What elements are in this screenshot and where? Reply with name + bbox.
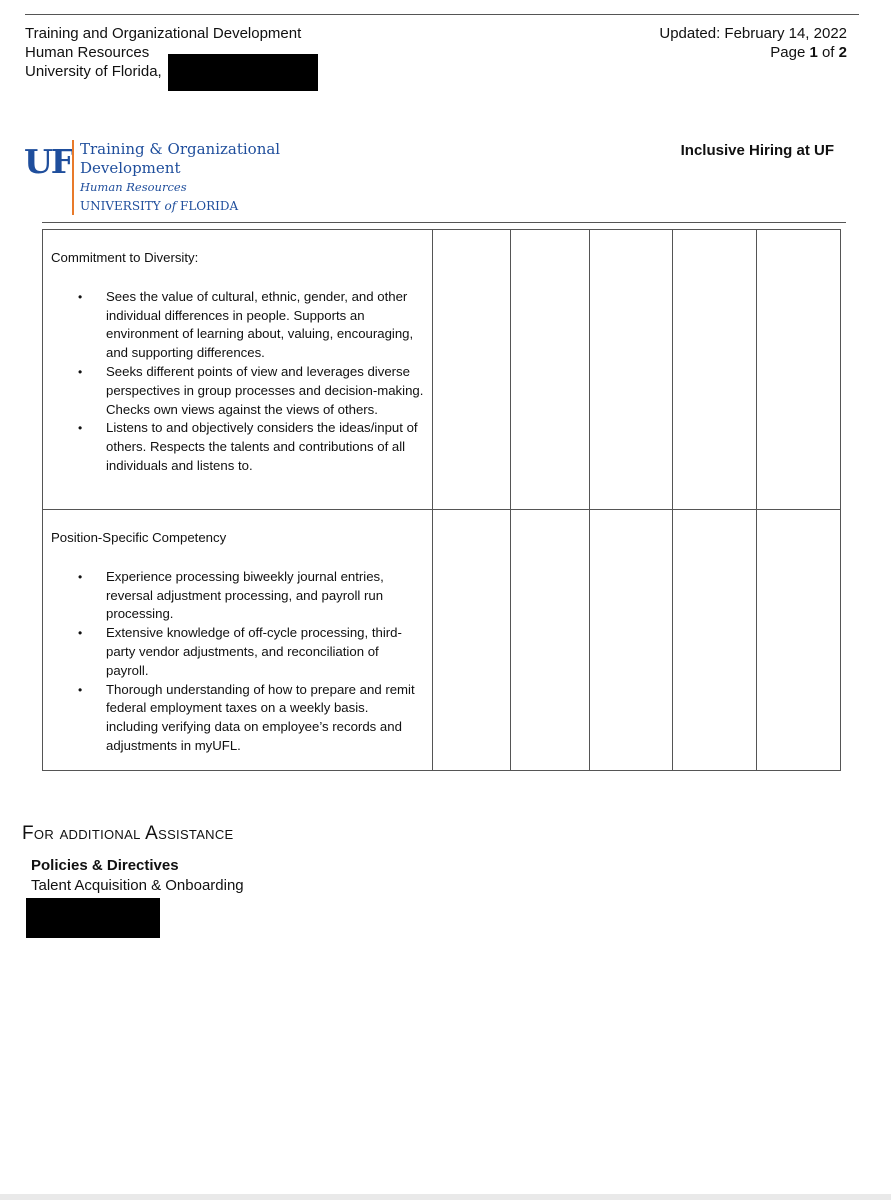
rating-cell	[673, 230, 757, 510]
redaction-box-header	[168, 54, 318, 91]
competency-cell	[43, 230, 433, 510]
page-number: Page 1 of 2	[770, 44, 847, 61]
header-university-line: University of Florida,	[25, 63, 162, 80]
talent-acquisition-label: Talent Acquisition & Onboarding	[31, 877, 244, 894]
list-item: • Listens to and objectively considers the ideas/input of others. Respects the talents and contributions of all individuals and listens to.	[43, 419, 432, 475]
header-top-rule	[25, 14, 859, 15]
rating-cell	[673, 510, 757, 771]
uf-tod-logo	[24, 140, 294, 216]
logo-line-hr: Human Resources	[80, 180, 187, 194]
logo-text-block	[80, 140, 280, 215]
header-bottom-rule	[42, 222, 846, 223]
rating-cell	[757, 510, 841, 771]
uf-monogram: UF	[24, 142, 73, 181]
policies-directives-label: Policies & Directives	[31, 857, 179, 874]
rating-cell	[511, 230, 590, 510]
redaction-box-contact	[26, 898, 160, 938]
assistance-heading: For additional Assistance	[22, 823, 234, 844]
table-row	[43, 510, 841, 771]
competency-rating-table	[42, 229, 841, 771]
competency-bullet-list	[43, 568, 432, 756]
header-dept-line: Training and Organizational Development	[25, 25, 302, 42]
list-item: • Sees the value of cultural, ethnic, gender, and other individual differences in people. Supports an environment of learning about, valuing, encouraging, and supporting differences.	[43, 288, 432, 363]
list-item: • Thorough understanding of how to prepare and remit federal employment taxes on a weekly basis. including verifying data on employee’s records and adjustments in myUFL.	[43, 681, 432, 756]
rating-cell	[757, 230, 841, 510]
header-meta-block	[659, 24, 847, 62]
table-row	[43, 230, 841, 510]
rating-cell	[590, 510, 673, 771]
list-item: • Extensive knowledge of off-cycle processing, third-party vendor adjustments, and reconciliation of payroll.	[43, 624, 432, 680]
assistance-contacts	[31, 856, 244, 896]
rating-cell	[433, 510, 511, 771]
rating-cell	[590, 230, 673, 510]
list-item: • Seeks different points of view and leverages diverse perspectives in group processes and decision-making. Checks own views against the views of others.	[43, 363, 432, 419]
competency-bullet-list	[43, 288, 432, 476]
updated-date: Updated: February 14, 2022	[659, 25, 847, 42]
competency-title: Commitment to Diversity:	[51, 250, 199, 265]
rating-cell	[433, 230, 511, 510]
header-hr-line: Human Resources	[25, 44, 150, 61]
list-item: • Experience processing biweekly journal entries, reversal adjustment processing, and payroll run processing.	[43, 568, 432, 624]
document-title: Inclusive Hiring at UF	[680, 142, 834, 159]
rating-cell	[511, 510, 590, 771]
logo-line-university: UNIVERSITY of FLORIDA	[80, 199, 239, 213]
logo-line-training: Training & Organizational	[80, 140, 281, 158]
logo-divider-bar	[72, 140, 74, 215]
competency-cell	[43, 510, 433, 771]
logo-line-development: Development	[80, 159, 181, 177]
page-bottom-edge	[0, 1194, 891, 1200]
competency-title: Position-Specific Competency	[51, 530, 227, 545]
